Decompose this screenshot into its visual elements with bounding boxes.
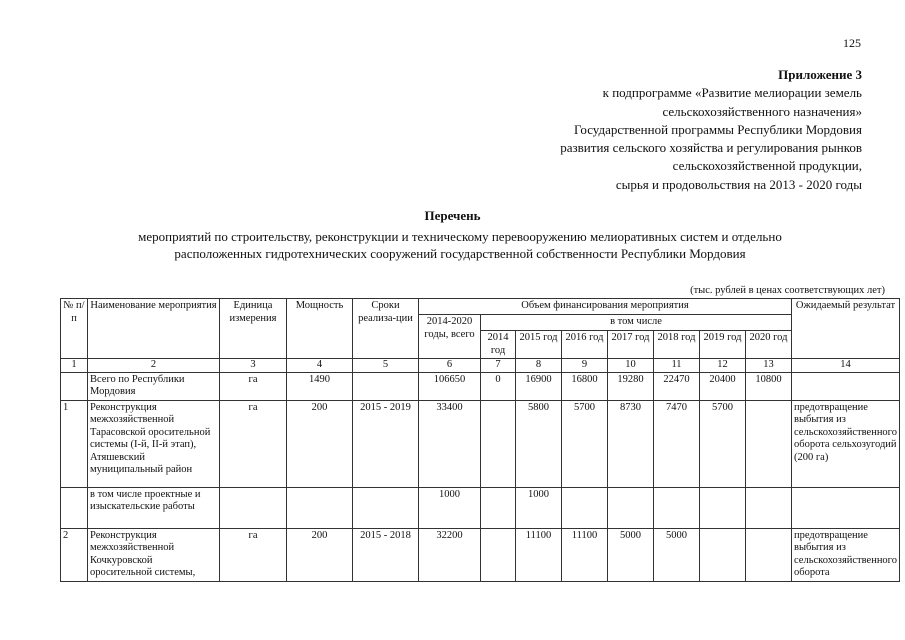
cell-2017 bbox=[608, 487, 654, 528]
column-number: 13 bbox=[746, 359, 792, 373]
appendix-line: сырья и продовольствия на 2013 - 2020 годы bbox=[615, 176, 862, 192]
cell-2017: 5000 bbox=[608, 528, 654, 581]
header-capacity: Мощность bbox=[287, 299, 353, 359]
header-num: № п/п bbox=[61, 299, 88, 359]
column-number: 8 bbox=[516, 359, 562, 373]
cell-2014 bbox=[481, 528, 516, 581]
cell-terms: 2015 - 2018 bbox=[353, 528, 419, 581]
column-number: 4 bbox=[287, 359, 353, 373]
cell-2020 bbox=[746, 487, 792, 528]
header-name: Наименование мероприятия bbox=[88, 299, 220, 359]
column-number: 5 bbox=[353, 359, 419, 373]
cell-2019: 5700 bbox=[700, 400, 746, 487]
column-number: 2 bbox=[88, 359, 220, 373]
header-funding: Объем финансирования мероприятия bbox=[419, 299, 792, 315]
cell-capacity: 200 bbox=[287, 528, 353, 581]
cell-2015: 11100 bbox=[516, 528, 562, 581]
appendix-line: сельскохозяйственной продукции, bbox=[672, 158, 862, 174]
appendix-block bbox=[560, 66, 862, 194]
header-year: 2018 год bbox=[654, 331, 700, 359]
header-incl: в том числе bbox=[481, 315, 792, 331]
cell-2017: 19280 bbox=[608, 372, 654, 400]
cell-2018: 5000 bbox=[654, 528, 700, 581]
cell-result bbox=[792, 487, 900, 528]
cell-name: Реконструкция межхозяйственной Кочкуровской оросительной системы, bbox=[88, 528, 220, 581]
cell-name: Реконструкция межхозяйственной Тарасовской оросительной системы (I-й, II-й этап), Атяшевский муниципальный район bbox=[88, 400, 220, 487]
cell-unit: га bbox=[220, 400, 287, 487]
cell-2015: 5800 bbox=[516, 400, 562, 487]
column-number: 3 bbox=[220, 359, 287, 373]
cell-total: 32200 bbox=[419, 528, 481, 581]
cell-2016: 16800 bbox=[562, 372, 608, 400]
appendix-line: Государственной программы Республики Мордовия bbox=[574, 121, 862, 137]
cell-unit: га bbox=[220, 528, 287, 581]
cell-2018 bbox=[654, 487, 700, 528]
header-year: 2019 год bbox=[700, 331, 746, 359]
cell-total: 1000 bbox=[419, 487, 481, 528]
cell-2015: 16900 bbox=[516, 372, 562, 400]
cell-total: 33400 bbox=[419, 400, 481, 487]
column-number: 1 bbox=[61, 359, 88, 373]
header-year: 2016 год bbox=[562, 331, 608, 359]
cell-2016 bbox=[562, 487, 608, 528]
subtitle-line: мероприятий по строительству, реконструкции и техническому перевооружению мелиоративных систем и отдельно bbox=[138, 229, 782, 244]
units-note: (тыс. рублей в ценах соответствующих лет) bbox=[690, 285, 885, 296]
cell-capacity: 200 bbox=[287, 400, 353, 487]
cell-2019: 20400 bbox=[700, 372, 746, 400]
cell-capacity: 1490 bbox=[287, 372, 353, 400]
measures-table bbox=[60, 298, 900, 582]
header-year: 2017 год bbox=[608, 331, 654, 359]
table-row bbox=[61, 487, 900, 528]
cell-2020 bbox=[746, 400, 792, 487]
cell-num: 1 bbox=[61, 400, 88, 487]
cell-name: Всего по Республики Мордовия bbox=[88, 372, 220, 400]
cell-2019 bbox=[700, 487, 746, 528]
header-year: 2020 год bbox=[746, 331, 792, 359]
cell-2014: 0 bbox=[481, 372, 516, 400]
cell-result: предотвращение выбытия из сельскохозяйственного оборота bbox=[792, 528, 900, 581]
appendix-line: к подпрограмме «Развитие мелиорации земель bbox=[602, 85, 862, 101]
column-number: 11 bbox=[654, 359, 700, 373]
document-subtitle bbox=[40, 228, 880, 262]
cell-2014 bbox=[481, 487, 516, 528]
page-number: 125 bbox=[843, 36, 861, 50]
column-number: 9 bbox=[562, 359, 608, 373]
cell-2016: 11100 bbox=[562, 528, 608, 581]
column-number: 14 bbox=[792, 359, 900, 373]
cell-capacity bbox=[287, 487, 353, 528]
column-number: 7 bbox=[481, 359, 516, 373]
header-unit: Единица измерения bbox=[220, 299, 287, 359]
cell-result: предотвращение выбытия из сельскохозяйственного оборота сельхозугодий (200 га) bbox=[792, 400, 900, 487]
cell-terms bbox=[353, 372, 419, 400]
column-number: 6 bbox=[419, 359, 481, 373]
cell-2020: 10800 bbox=[746, 372, 792, 400]
cell-2016: 5700 bbox=[562, 400, 608, 487]
appendix-line: развития сельского хозяйства и регулирования рынков bbox=[560, 140, 862, 156]
cell-unit: га bbox=[220, 372, 287, 400]
header-year: 2015 год bbox=[516, 331, 562, 359]
cell-name: в том числе проектные и изыскательские работы bbox=[88, 487, 220, 528]
cell-2019 bbox=[700, 528, 746, 581]
cell-result bbox=[792, 372, 900, 400]
header-result: Ожидаемый результат bbox=[792, 299, 900, 359]
cell-terms bbox=[353, 487, 419, 528]
cell-unit bbox=[220, 487, 287, 528]
cell-num bbox=[61, 487, 88, 528]
cell-num: 2 bbox=[61, 528, 88, 581]
table-row bbox=[61, 372, 900, 400]
cell-2018: 22470 bbox=[654, 372, 700, 400]
column-number: 12 bbox=[700, 359, 746, 373]
cell-2017: 8730 bbox=[608, 400, 654, 487]
appendix-line: сельскохозяйственного назначения» bbox=[662, 103, 862, 119]
header-year: 2014 год bbox=[481, 331, 516, 359]
table-row bbox=[61, 400, 900, 487]
document-title: Перечень bbox=[424, 208, 481, 223]
cell-2018: 7470 bbox=[654, 400, 700, 487]
cell-2014 bbox=[481, 400, 516, 487]
cell-2015: 1000 bbox=[516, 487, 562, 528]
table-row bbox=[61, 528, 900, 581]
cell-total: 106650 bbox=[419, 372, 481, 400]
cell-num bbox=[61, 372, 88, 400]
column-number-row bbox=[61, 359, 900, 373]
subtitle-line: расположенных гидротехнических сооружений государственной собственности Республики Мордовия bbox=[174, 246, 746, 261]
appendix-heading: Приложение 3 bbox=[778, 67, 862, 82]
column-number: 10 bbox=[608, 359, 654, 373]
header-terms: Сроки реализа-ции bbox=[353, 299, 419, 359]
header-total: 2014-2020 годы, всего bbox=[419, 315, 481, 359]
cell-2020 bbox=[746, 528, 792, 581]
cell-terms: 2015 - 2019 bbox=[353, 400, 419, 487]
